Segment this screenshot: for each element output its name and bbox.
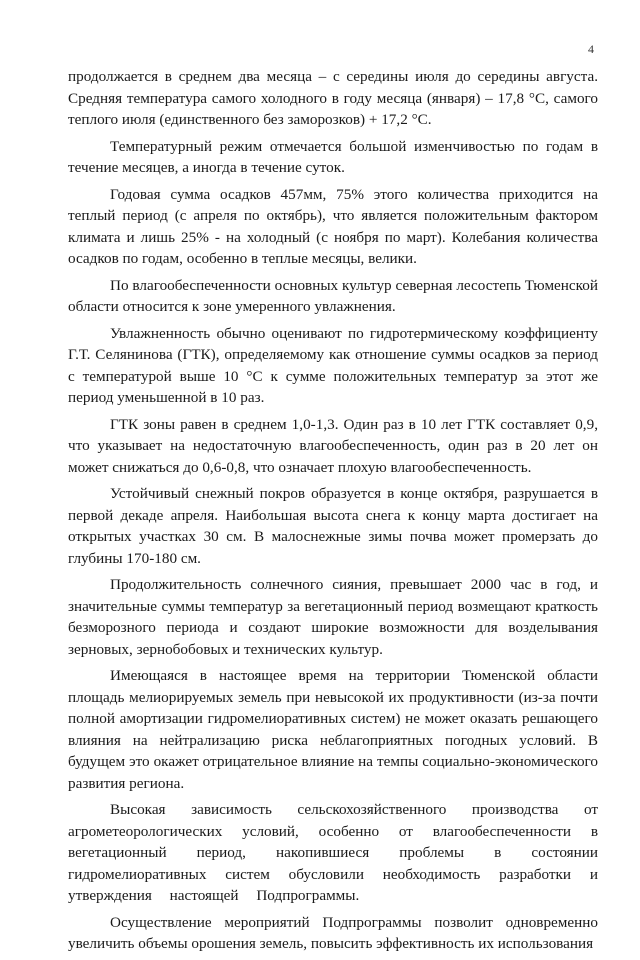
paragraph: Устойчивый снежный покров образуется в конце октября, разрушается в первой декаде апреля. Наибольшая высота снега к концу марта достигает на открытых участках 30 см. В малоснежные зимы почва может промерзать до глубины 170-180 см. (68, 485, 598, 567)
paragraph: продолжается в среднем два месяца – с середины июля до середины августа. Средняя температура самого холодного в году месяца (января) – 17,8 °С, самого теплого июля (единственного без заморозков) + 17,2 °С. (68, 68, 598, 128)
paragraph: По влагообеспеченности основных культур северная лесостепь Тюменской области относится к зоне умеренного увлажнения. (68, 276, 598, 315)
paragraph: Имеющаяся в настоящее время на территории Тюменской области площадь мелиорируемых земель при невысокой их продуктивности (из-за почти полной амортизации гидромелиоративных систем) не может оказать решающего влияния на нейтрализацию риска неблагоприятных погодных условий. В будущем это окажет отрицательное влияние на темпы социально-экономического развития региона. (68, 667, 598, 792)
paragraph: Температурный режим отмечается большой изменчивостью по годам в течение месяцев, а иногда в течение суток. (68, 137, 598, 176)
paragraph: Продолжительность солнечного сияния, превышает 2000 час в год, и значительные суммы температур за вегетационный период возмещают краткость безморозного периода и создают широкие возможности для возделывания зерновых, зернобобовых и технических культур. (68, 576, 598, 658)
paragraph: Годовая сумма осадков 457мм, 75% этого количества приходится на теплый период (с апреля по октябрь), что является положительным фактором климата и лишь 25% - на холодный (с ноября по март). Колебания количества осадков по годам, особенно в теплые месяцы, велики. (68, 185, 598, 267)
document-body (68, 66, 598, 960)
paragraph: Осуществление мероприятий Подпрограммы позволит одновременно увеличить объемы орошения земель, повысить эффективность их использования (68, 913, 598, 952)
paragraph: Увлажненность обычно оценивают по гидротермическому коэффициенту Г.Т. Селянинова (ГТК), определяемому как отношение суммы осадков за период с температурой выше 10 °С к сумме положительных температур за этот же период уменьшенной в 10 раз. (68, 324, 598, 406)
page-number: 4 (588, 42, 594, 56)
paragraph: Высокая зависимость сельскохозяйственного производства от агрометеорологических условий, особенно от влагообеспеченности в вегетационный период, накопившиеся проблемы в состоянии гидромелиоративных систем обусловили необходимость разработки и утверждения настоящей Подпрограммы. (68, 801, 598, 904)
paragraph: ГТК зоны равен в среднем 1,0-1,3. Один раз в 10 лет ГТК составляет 0,9, что указывает на недостаточную влагообеспеченность, один раз в 20 лет он может снижаться до 0,6-0,8, что означает плохую влагообеспеченность. (68, 415, 598, 476)
